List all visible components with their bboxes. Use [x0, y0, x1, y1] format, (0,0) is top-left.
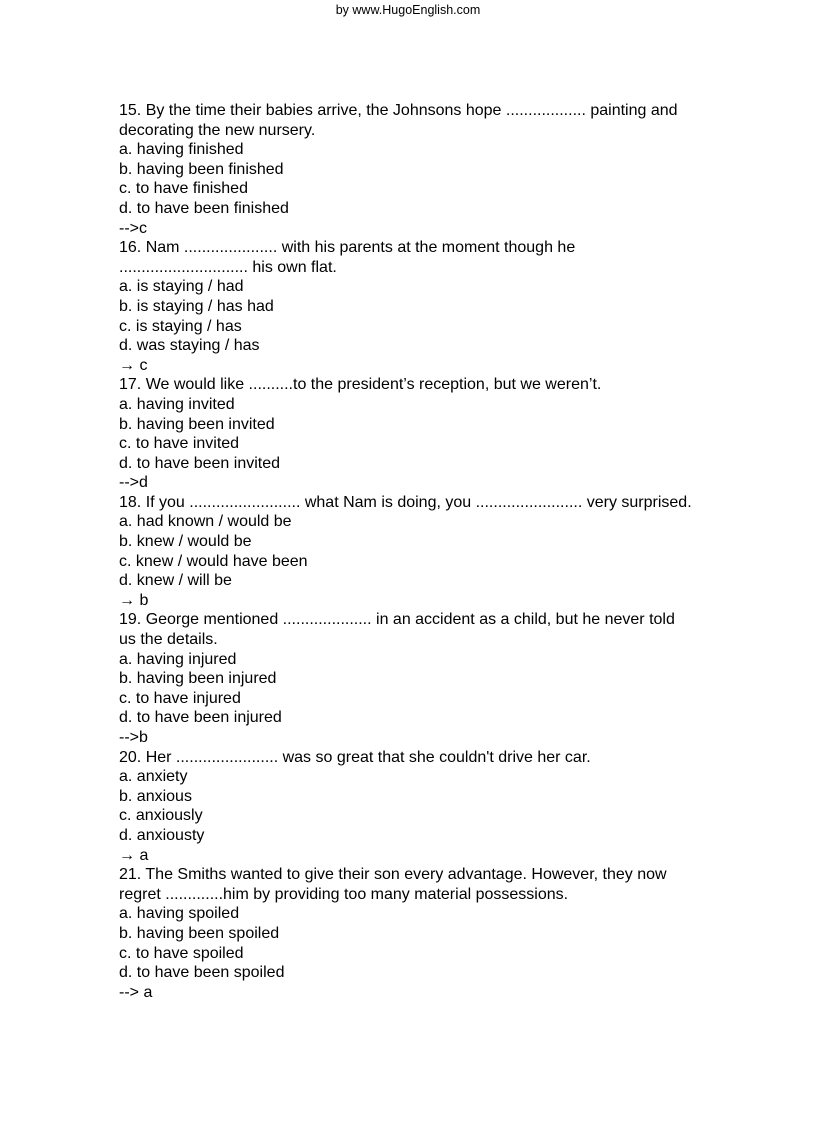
question-block [119, 748, 719, 866]
question-block [119, 865, 719, 1002]
question-stem-line: 20. Her ....................... was so great that she couldn't drive her car. [119, 748, 591, 766]
answer-option: c. is staying / has [119, 317, 242, 335]
answer-option: b. having been injured [119, 670, 277, 688]
answer-key: → b [119, 591, 149, 609]
question-stem-line: ............................. his own flat. [119, 258, 337, 276]
answer-option: a. having invited [119, 395, 235, 413]
question-block [119, 238, 719, 375]
answer-option: a. having finished [119, 141, 244, 159]
answer-key: -->b [119, 729, 148, 746]
answer-option: a. having spoiled [119, 905, 240, 923]
question-stem-line: 18. If you ......................... what Nam is doing, you ........................ very surprised. [119, 493, 692, 511]
answer-option: a. is staying / had [119, 278, 244, 296]
answer-option: c. anxiously [119, 807, 203, 825]
answer-option: d. knew / will be [119, 572, 232, 590]
answer-key: -->d [119, 474, 148, 492]
question-stem-line: 21. The Smiths wanted to give their son every advantage. However, they now [119, 866, 667, 884]
question-block [119, 101, 719, 238]
answer-option: d. to have been spoiled [119, 964, 285, 982]
answer-option: a. had known / would be [119, 513, 292, 531]
answer-option: d. to have been injured [119, 709, 282, 727]
answer-option: a. anxiety [119, 768, 188, 786]
question-block [119, 493, 719, 611]
answer-key: -->c [119, 219, 147, 237]
answer-option: b. knew / would be [119, 533, 252, 551]
answer-option: b. anxious [119, 787, 192, 805]
answer-option: d. was staying / has [119, 337, 260, 355]
question-stem-line: 15. By the time their babies arrive, the Johnsons hope .................. painting and [119, 102, 678, 119]
answer-option: a. having injured [119, 650, 237, 668]
question-block [119, 375, 719, 493]
question-stem-line: regret .............him by providing too many material possessions. [119, 885, 569, 903]
answer-option: b. having been invited [119, 415, 275, 433]
answer-option: d. anxiousty [119, 826, 205, 844]
answer-option: c. to have spoiled [119, 944, 244, 962]
answer-option: b. having been spoiled [119, 924, 280, 942]
question-stem-line: 16. Nam ..................... with his parents at the moment though he [119, 239, 576, 257]
answer-option: d. to have been invited [119, 454, 281, 472]
answer-option: c. knew / would have been [119, 552, 308, 570]
answer-key: → a [119, 846, 149, 864]
answer-option: c. to have finished [119, 180, 248, 198]
answer-option: d. to have been finished [119, 199, 289, 217]
question-stem-line: 17. We would like ..........to the president’s reception, but we weren’t. [119, 376, 602, 394]
answer-option: c. to have injured [119, 689, 241, 707]
question-stem-line: us the details. [119, 631, 218, 649]
question-list [119, 101, 719, 1002]
answer-option: c. to have invited [119, 435, 240, 453]
question-stem-line: 19. George mentioned .................... in an accident as a child, but he never told [119, 611, 675, 629]
question-stem-line: decorating the new nursery. [119, 121, 316, 139]
answer-option: b. is staying / has had [119, 297, 274, 315]
answer-option: b. having been finished [119, 160, 284, 178]
answer-key: --> a [119, 983, 153, 1001]
answer-key: → c [119, 356, 148, 374]
question-block [119, 610, 719, 747]
page-header-source: by www.HugoEnglish.com [335, 3, 481, 17]
